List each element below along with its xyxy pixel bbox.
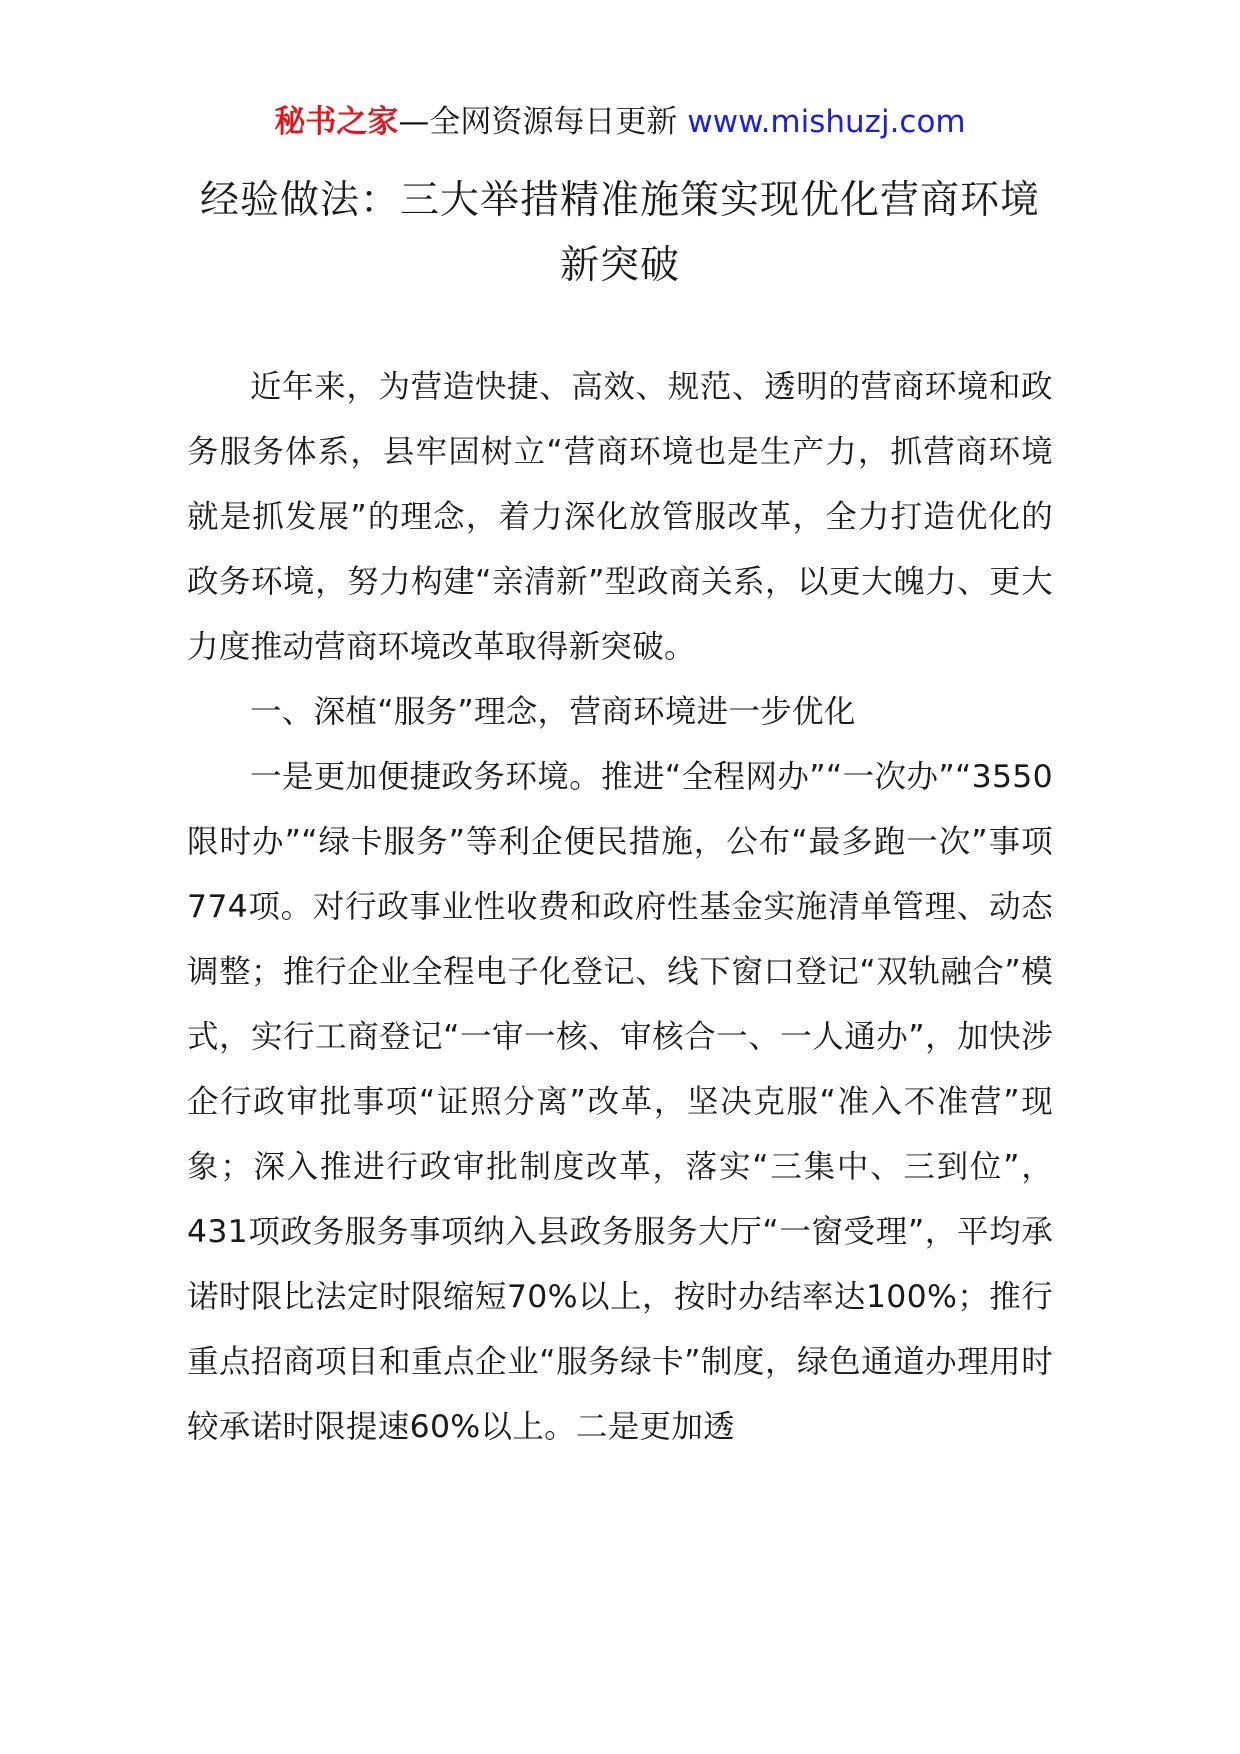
site-url-link[interactable]: www.mishuzj.com xyxy=(687,104,966,140)
document-body xyxy=(187,355,1053,1460)
body-paragraph: 一是更加便捷政务环境。推进“全程网办”“一次办”“3550限时办”“绿卡服务”等利企便民措施，公布“最多跑一次”事项774项。对行政事业性收费和政府性基金实施清单管理、动态调整；推行企业全程电子化登记、线下窗口登记“双轨融合”模式，实行工商登记“一审一核、审核合一、一人通办”，加快涉企行政审批事项“证照分离”改革，坚决克服“准入不准营”现象；深入推进行政审批制度改革，落实“三集中、三到位”，431项政务服务事项纳入县政务服务大厅“一窗受理”，平均承诺时限比法定时限缩短70%以上，按时办结率达100%；推行重点招商项目和重点企业“服务绿卡”制度，绿色通道办理用时较承诺时限提速60%以上。二是更加透 xyxy=(187,759,1053,1445)
header-tagline: —全网资源每日更新 xyxy=(398,104,678,140)
document-title: 经验做法：三大举措精准施策实现优化营商环境新突破 xyxy=(199,178,1040,288)
site-header-banner xyxy=(0,100,1240,144)
section-heading: 一、深植“服务”理念，营商环境进一步优化 xyxy=(250,694,856,730)
brand-name: 秘书之家 xyxy=(274,104,399,140)
intro-paragraph: 近年来，为营造快捷、高效、规范、透明的营商环境和政务服务体系，县牢固树立“营商环境也是生产力，抓营商环境就是抓发展”的理念，着力深化放管服改革，全力打造优化的政务环境，努力构建“亲清新”型政商关系，以更大魄力、更大力度推动营商环境改革取得新突破。 xyxy=(187,369,1053,665)
